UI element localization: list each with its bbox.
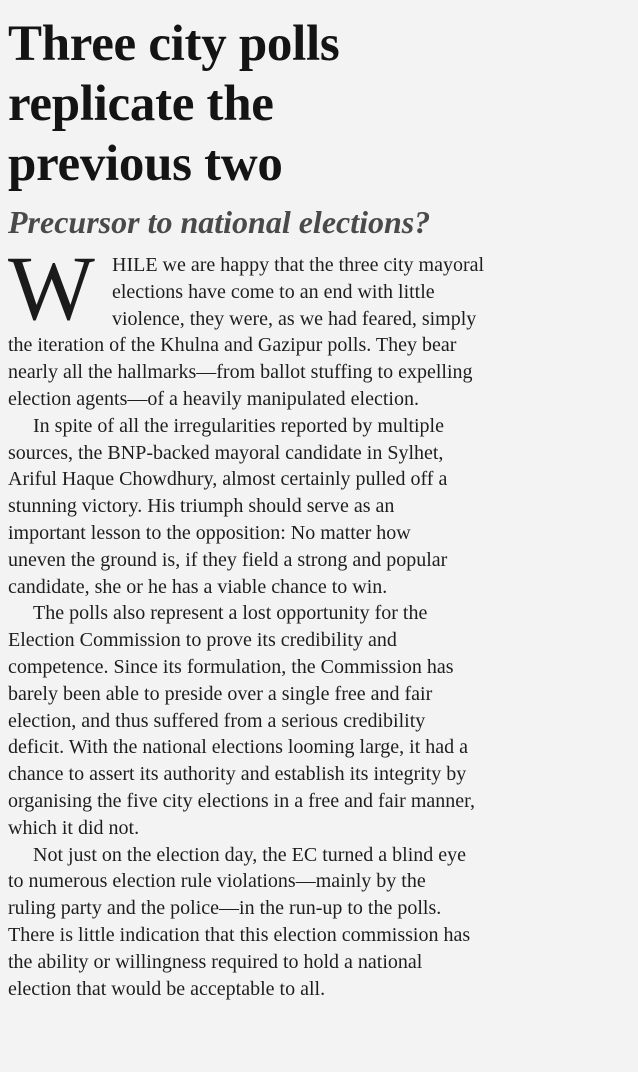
text-line: stunning victory. His triumph should serve as an: [8, 495, 395, 518]
drop-cap: W: [8, 237, 93, 339]
text-line: candidate, she or he has a viable chance to win.: [8, 575, 388, 598]
paragraph: [8, 600, 628, 841]
text-line: the iteration of the Khulna and Gazipur polls. They bear: [8, 334, 457, 357]
text-line: chance to assert its authority and establish its integrity by: [8, 763, 467, 786]
subheadline: Precursor to national elections?: [8, 204, 431, 240]
text-line: Not just on the election day, the EC turned a blind eye: [33, 843, 467, 866]
text-line: organising the five city elections in a free and fair manner,: [8, 789, 475, 812]
text-line: Ariful Haque Chowdhury, almost certainly pulled off a: [8, 468, 448, 491]
text-line: HILE we are happy that the three city mayoral: [112, 254, 485, 276]
text-line: election, and thus suffered from a serious credibility: [8, 709, 426, 732]
text-line: barely been able to preside over a single free and fair: [8, 682, 433, 705]
headline-line: replicate the: [8, 76, 274, 132]
paragraph: [8, 842, 628, 1003]
text-line: The polls also represent a lost opportunity for the: [33, 602, 428, 625]
text-line: violence, they were, as we had feared, simply: [112, 307, 477, 330]
text-line: ruling party and the police—in the run-up to the polls.: [8, 897, 442, 920]
paragraph: [8, 237, 628, 413]
text-line: deficit. With the national elections looming large, it had a: [8, 736, 468, 759]
text-line: There is little indication that this election commission has: [8, 923, 471, 946]
text-line: competence. Since its formulation, the Commission has: [8, 655, 454, 678]
headline: [8, 14, 628, 194]
text-line: which it did not.: [8, 816, 140, 839]
text-line: elections have come to an end with little: [112, 280, 435, 303]
text-line: election agents—of a heavily manipulated election.: [8, 387, 419, 410]
article-body: [8, 237, 628, 1002]
headline-line: previous two: [8, 136, 283, 192]
text-line: nearly all the hallmarks—from ballot stuffing to expelling: [8, 361, 473, 384]
text-line: uneven the ground is, if they field a strong and popular: [8, 548, 448, 571]
text-line: election that would be acceptable to all.: [8, 977, 326, 1000]
text-line: In spite of all the irregularities reported by multiple: [33, 414, 444, 437]
text-line: sources, the BNP-backed mayoral candidate in Sylhet,: [8, 441, 444, 464]
text-line: Election Commission to prove its credibility and: [8, 629, 397, 652]
text-line: the ability or willingness required to hold a national: [8, 950, 423, 973]
text-line: important lesson to the opposition: No matter how: [8, 521, 411, 544]
paragraph: [8, 413, 628, 601]
headline-line: Three city polls: [8, 16, 340, 72]
text-line: to numerous election rule violations—mainly by the: [8, 870, 426, 893]
